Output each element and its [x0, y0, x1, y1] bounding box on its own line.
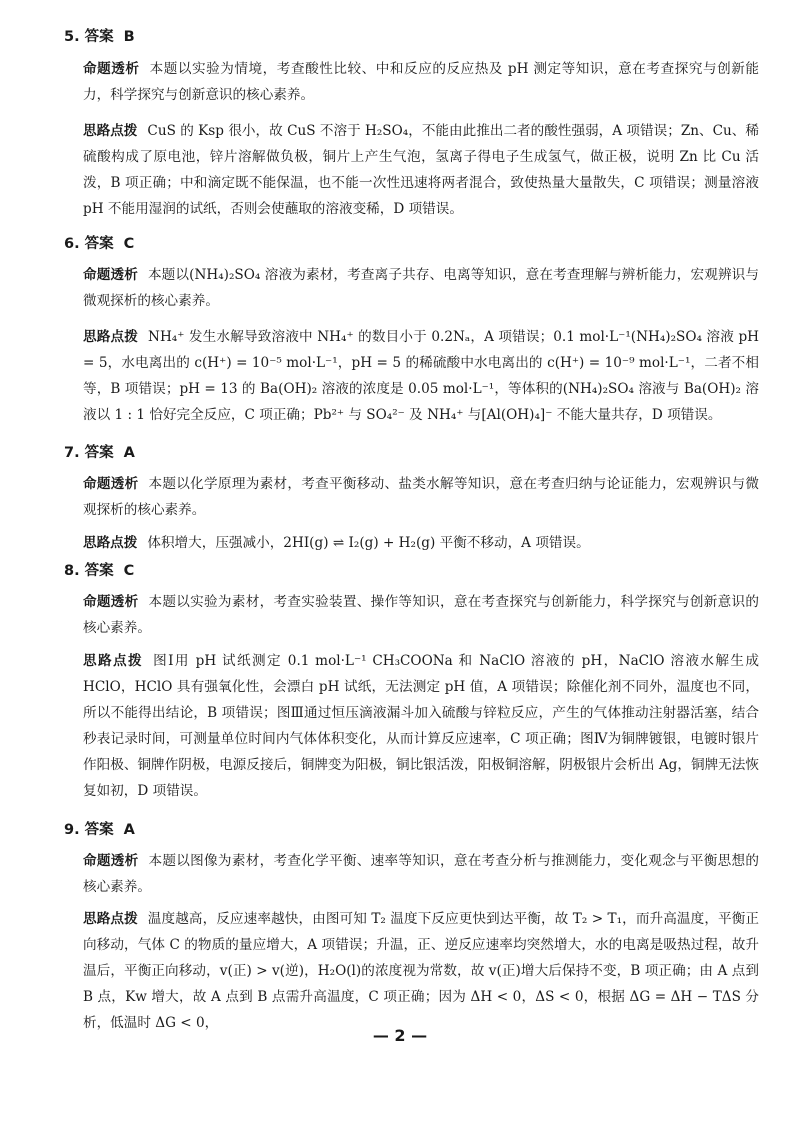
question-9-hint	[83, 906, 759, 1036]
answer-heading: 5. 答案	[64, 29, 114, 45]
hint-text: 体积增大，压强减小，2HI(g) ⇌ I₂(g) + H₂(g) 平衡不移动，A 项错误。	[147, 535, 590, 551]
answer-heading: 6. 答案	[64, 236, 114, 252]
question-8-header	[64, 561, 134, 581]
question-6-intent	[83, 262, 759, 314]
question-7-intent	[83, 471, 759, 523]
intent-label: 命题透析	[83, 853, 139, 869]
question-6-hint	[83, 324, 759, 428]
intent-label: 命题透析	[83, 476, 139, 492]
question-7-hint	[83, 530, 759, 556]
hint-label: 思路点拨	[83, 329, 139, 345]
intent-label: 命题透析	[83, 267, 138, 283]
question-6-header	[64, 234, 134, 254]
intent-text: 本题以化学原理为素材，考查平衡移动、盐类水解等知识，意在考查归纳与论证能力，宏观辨识与微观探析的核心素养。	[83, 476, 760, 518]
intent-text: 本题以(NH₄)₂SO₄ 溶液为素材，考查离子共存、电离等知识，意在考查理解与辨析能力，宏观辨识与微观探析的核心素养。	[83, 267, 760, 309]
page-number: — 2 —	[372, 1026, 428, 1045]
hint-label: 思路点拨	[83, 123, 138, 139]
answer-heading: 8. 答案	[64, 563, 114, 579]
hint-text: NH₄⁺ 发生水解导致溶液中 NH₄⁺ 的数目小于 0.2Nₐ，A 项错误；0.1 mol·L⁻¹(NH₄)₂SO₄ 溶液 pH = 5，水电离出的 c(H⁺) = 10⁻⁵ mol·L⁻¹，pH = 5 的稀硫酸中水电离出的 c(H⁺) = 10⁻⁹ mol·L⁻¹，二者不相等，B 项错误；pH = 13 的 Ba(OH)₂ 溶液的浓度是 0.05 mol·L⁻¹，等体积的(NH₄)₂SO₄ 溶液与 Ba(OH)₂ 溶液以 1 : 1 恰好完全反应，C 项正确；Pb²⁺ 与 SO₄²⁻ 及 NH₄⁺ 与[Al(OH)₄]⁻ 不能大量共存，D 项错误。	[83, 329, 759, 423]
hint-text: 图Ⅰ用 pH 试纸测定 0.1 mol·L⁻¹ CH₃COONa 和 NaClO 溶液的 pH，NaClO 溶液水解生成 HClO，HClO 具有强氧化性，会漂白 pH 试纸，无法测定 pH 值，A 项错误；除催化剂不同外，温度也不同，所以不能得出结论，B 项错误；图Ⅲ通过恒压滴液漏斗加入硫酸与锌粒反应，产生的气体推动注射器活塞，结合秒表记录时间，可测量单位时间内气体体积变化，从而计算反应速率，C 项正确；图Ⅳ为铜牌镀银，电镀时银片作阳极、铜牌作阴极，电源反接后，铜牌变为阳极，铜比银活泼，阳极铜溶解，阴极银片会析出 Ag，铜牌无法恢复如初，D 项错误。	[83, 653, 760, 799]
answer-letter: C	[123, 236, 135, 252]
hint-label: 思路点拨	[83, 653, 144, 669]
hint-text: 温度越高，反应速率越快，由图可知 T₂ 温度下反应更快到达平衡，故 T₂ > T₁，而升高温度，平衡正向移动，气体 C 的物质的量应增大，A 项错误；升温，正、逆反应速率均突然增大，水的电离是吸热过程，故升温后，平衡正向移动，v(正) > v(逆)，H₂O(l)的浓度视为常数，故 v(正)增大后保持不变，B 项正确；由 A 点到 B 点，Kw 增大，故 A 点到 B 点需升高温度，C 项正确；因为 ΔH < 0，ΔS < 0，根据 ΔG = ΔH − TΔS 分析，低温时 ΔG < 0，	[83, 911, 760, 1031]
hint-label: 思路点拨	[83, 911, 138, 927]
hint-text: CuS 的 Ksp 很小，故 CuS 不溶于 H₂SO₄，不能由此推出二者的酸性强弱，A 项错误；Zn、Cu、稀硫酸构成了原电池，锌片溶解做负极，铜片上产生气泡，氢离子得电子生成氢气，做正极，说明 Zn 比 Cu 活泼，B 项正确；中和滴定既不能保温，也不能一次性迅速将两者混合，致使热量大量散失，C 项错误；测量溶液 pH 不能用湿润的试纸，否则会使蘸取的溶液变稀，D 项错误。	[83, 123, 760, 217]
intent-label: 命题透析	[83, 594, 139, 610]
answer-letter: B	[123, 29, 135, 45]
question-9-intent	[83, 848, 759, 900]
question-8-hint	[83, 648, 759, 804]
question-5-header	[64, 27, 135, 47]
question-9-header	[64, 820, 135, 840]
intent-text: 本题以图像为素材，考查化学平衡、速率等知识，意在考查分析与推测能力，变化观念与平衡思想的核心素养。	[83, 853, 760, 895]
intent-text: 本题以实验为素材，考查实验装置、操作等知识，意在考查探究与创新能力，科学探究与创新意识的核心素养。	[83, 594, 760, 636]
intent-label: 命题透析	[83, 61, 140, 77]
answer-letter: A	[123, 445, 135, 461]
question-5-intent	[83, 56, 759, 108]
question-7-header	[64, 443, 135, 463]
answer-heading: 9. 答案	[64, 822, 114, 838]
question-5-hint	[83, 118, 759, 222]
answer-heading: 7. 答案	[64, 445, 114, 461]
intent-text: 本题以实验为情境，考查酸性比较、中和反应的反应热及 pH 测定等知识，意在考查探究与创新能力，科学探究与创新意识的核心素养。	[83, 61, 759, 103]
question-8-intent	[83, 589, 759, 641]
hint-label: 思路点拨	[83, 535, 138, 551]
answer-letter: C	[123, 563, 135, 579]
answer-letter: A	[123, 822, 135, 838]
